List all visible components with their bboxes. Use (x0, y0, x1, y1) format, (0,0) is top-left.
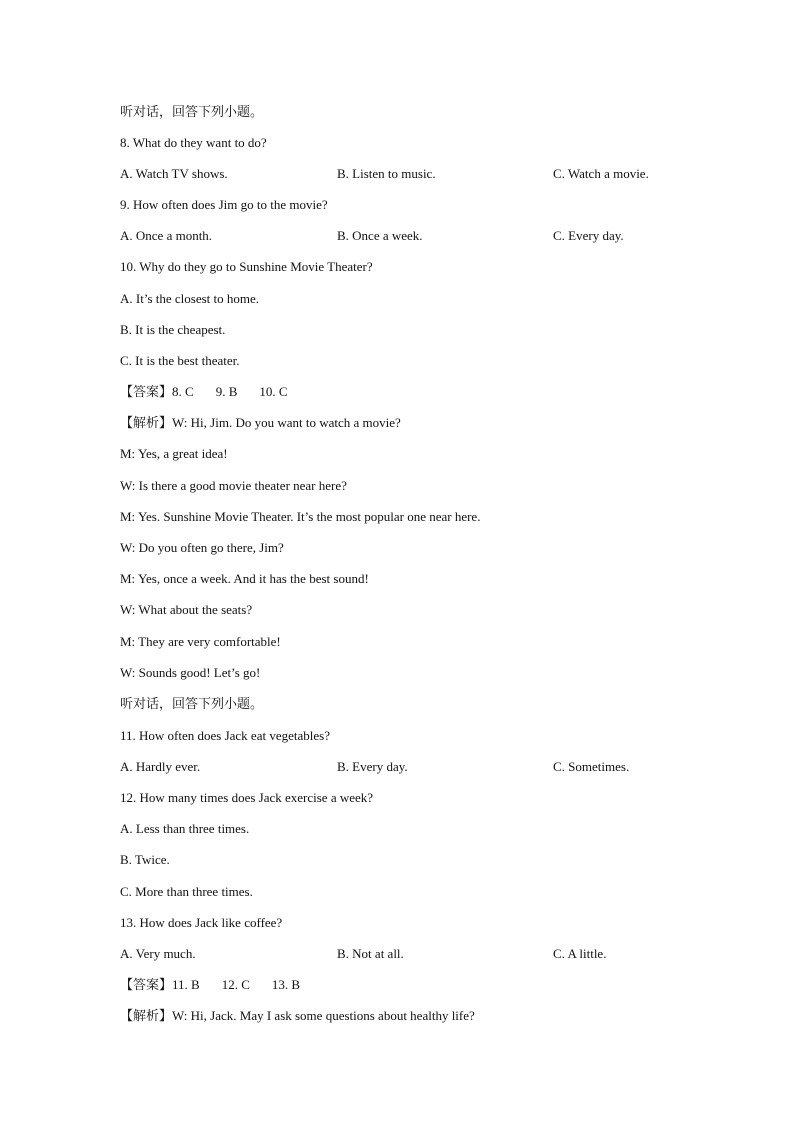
answer-item: 11. B (172, 977, 200, 992)
q10-option-c: C. It is the best theater. (120, 353, 240, 368)
dialogue-line: W: Do you often go there, Jim? (120, 540, 284, 555)
question-11: 11. How often does Jack eat vegetables? (120, 728, 330, 743)
analysis-first-line (120, 415, 401, 431)
answer-item: 9. B (215, 384, 238, 399)
answer-label: 【答案】 (120, 384, 173, 399)
answer-item: 10. C (259, 384, 288, 399)
q11-option-a: A. Hardly ever. (120, 759, 201, 774)
q13-option-c: C. A little. (553, 946, 607, 961)
dialogue-line: W: What about the seats? (120, 602, 253, 617)
analysis-first-line (120, 1008, 475, 1024)
q12-option-a: A. Less than three times. (120, 821, 250, 836)
dialogue-line: M: They are very comfortable! (120, 634, 281, 649)
analysis-label: 【解析】 (120, 415, 173, 430)
q13-option-b: B. Not at all. (337, 946, 404, 961)
question-9: 9. How often does Jim go to the movie? (120, 197, 328, 212)
question-13: 13. How does Jack like coffee? (120, 915, 283, 930)
section-header: 听对话，回答下列小题。 (120, 696, 264, 711)
dialogue-line: W: Hi, Jack. May I ask some questions about healthy life? (172, 1008, 475, 1023)
q13-option-a: A. Very much. (120, 946, 196, 961)
dialogue-line: M: Yes. Sunshine Movie Theater. It’s the most popular one near here. (120, 509, 481, 524)
q8-option-a: A. Watch TV shows. (120, 166, 228, 181)
q9-option-c: C. Every day. (553, 228, 624, 243)
answer-item: 13. B (271, 977, 301, 992)
q11-option-c: C. Sometimes. (553, 759, 630, 774)
q11-option-b: B. Every day. (337, 759, 408, 774)
answer-label: 【答案】 (120, 977, 173, 992)
q12-option-b: B. Twice. (120, 852, 170, 867)
section-header: 听对话，回答下列小题。 (120, 104, 264, 119)
answer-item: 8. C (172, 384, 194, 399)
question-8: 8. What do they want to do? (120, 135, 267, 150)
answer-item: 12. C (221, 977, 250, 992)
dialogue-line: M: Yes, a great idea! (120, 446, 228, 461)
dialogue-line: M: Yes, once a week. And it has the best sound! (120, 571, 369, 586)
q9-option-a: A. Once a month. (120, 228, 213, 243)
q10-option-a: A. It’s the closest to home. (120, 291, 260, 306)
answer-key (120, 977, 300, 993)
question-10: 10. Why do they go to Sunshine Movie Theater? (120, 259, 373, 274)
dialogue-line: W: Is there a good movie theater near here? (120, 478, 347, 493)
dialogue-line: W: Sounds good! Let’s go! (120, 665, 261, 680)
question-12: 12. How many times does Jack exercise a week? (120, 790, 374, 805)
q10-option-b: B. It is the cheapest. (120, 322, 226, 337)
q12-option-c: C. More than three times. (120, 884, 253, 899)
q9-option-b: B. Once a week. (337, 228, 423, 243)
q8-option-c: C. Watch a movie. (553, 166, 649, 181)
dialogue-line: W: Hi, Jim. Do you want to watch a movie? (172, 415, 401, 430)
answer-key (120, 384, 288, 400)
analysis-label: 【解析】 (120, 1008, 173, 1023)
q8-option-b: B. Listen to music. (337, 166, 436, 181)
